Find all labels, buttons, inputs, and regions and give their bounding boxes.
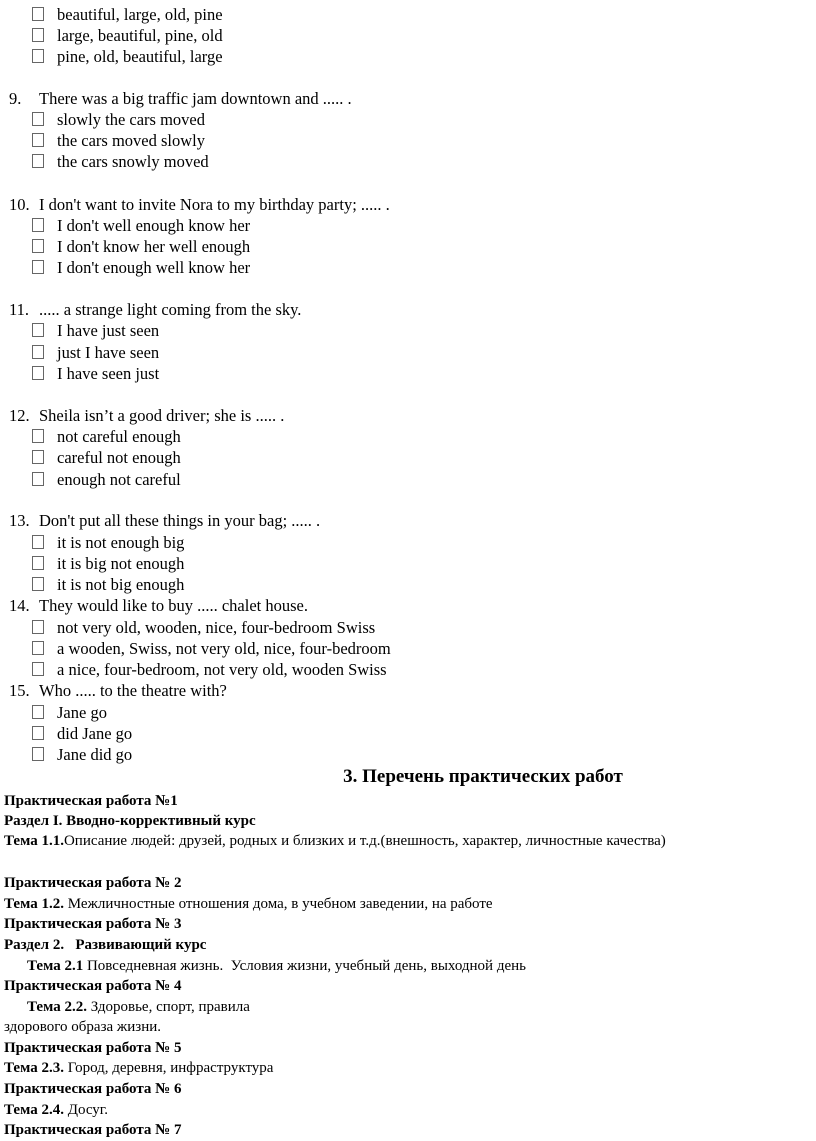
option-item[interactable] — [32, 723, 132, 744]
list-line: Практическая работа № 4 — [4, 978, 182, 994]
checkbox-icon[interactable] — [32, 239, 44, 253]
list-line: Практическая работа № 2 — [4, 875, 182, 891]
question-text: They would like to buy ..... chalet house. — [39, 596, 308, 615]
option-text: pine, old, beautiful, large — [57, 47, 223, 66]
list-line: Раздел I. Вводно-коррективный курс — [4, 813, 256, 829]
checkbox-icon[interactable] — [32, 154, 44, 168]
option-text: it is not big enough — [57, 575, 185, 594]
question-number: 14. — [9, 596, 30, 615]
option-item[interactable] — [32, 320, 159, 341]
checkbox-icon[interactable] — [32, 133, 44, 147]
checkbox-icon[interactable] — [32, 556, 44, 570]
option-text: Jane did go — [57, 745, 133, 764]
option-item[interactable] — [32, 236, 250, 257]
checkbox-icon[interactable] — [32, 366, 44, 380]
option-text: I don't enough well know her — [57, 258, 251, 277]
list-line: Тема 2.1 Повседневная жизнь. Условия жизни, учебный день, выходной день — [27, 958, 526, 974]
checkbox-icon[interactable] — [32, 747, 44, 761]
question-line — [9, 299, 301, 321]
option-text: a wooden, Swiss, not very old, nice, four-bedroom — [57, 639, 391, 658]
option-text: large, beautiful, pine, old — [57, 26, 223, 45]
option-text: enough not careful — [57, 470, 181, 489]
option-text: did Jane go — [57, 724, 133, 743]
option-text: not very old, wooden, nice, four-bedroom Swiss — [57, 618, 376, 637]
question-number: 9. — [9, 89, 22, 108]
option-text: it is not enough big — [57, 533, 185, 552]
option-item[interactable] — [32, 130, 205, 151]
section-heading: 3. Перечень практических работ — [343, 766, 623, 787]
question-line — [9, 595, 308, 617]
list-line: Тема 2.4. Досуг. — [4, 1102, 108, 1118]
option-item[interactable] — [32, 447, 181, 468]
question-text: ..... a strange light coming from the sky. — [39, 300, 302, 319]
option-item[interactable] — [32, 469, 181, 490]
checkbox-icon[interactable] — [32, 112, 44, 126]
option-item[interactable] — [32, 151, 209, 172]
option-item[interactable] — [32, 426, 181, 447]
option-item[interactable] — [32, 109, 205, 130]
list-line: Практическая работа № 5 — [4, 1040, 182, 1056]
question-line — [9, 510, 320, 532]
option-text: careful not enough — [57, 448, 181, 467]
checkbox-icon[interactable] — [32, 641, 44, 655]
option-text: a nice, four-bedroom, not very old, wooden Swiss — [57, 660, 387, 679]
option-text: slowly the cars moved — [57, 110, 206, 129]
list-line: Раздел 2. Развивающий курс — [4, 937, 207, 953]
option-item[interactable] — [32, 659, 387, 680]
list-line: здорового образа жизни. — [4, 1019, 162, 1035]
option-text: I don't know her well enough — [57, 237, 251, 256]
option-text: I have just seen — [57, 321, 160, 340]
question-number: 12. — [9, 406, 30, 425]
list-line: Практическая работа № 3 — [4, 916, 182, 932]
option-item[interactable] — [32, 46, 223, 67]
list-line: Практическая работа № 6 — [4, 1081, 182, 1097]
option-item[interactable] — [32, 532, 184, 553]
checkbox-icon[interactable] — [32, 429, 44, 443]
question-line — [9, 405, 284, 427]
option-item[interactable] — [32, 363, 159, 384]
option-item[interactable] — [32, 342, 159, 363]
option-item[interactable] — [32, 25, 223, 46]
option-item[interactable] — [32, 257, 250, 278]
question-line — [9, 88, 352, 110]
option-text: the cars snowly moved — [57, 152, 209, 171]
list-line: Практическая работа №1 — [4, 793, 178, 809]
checkbox-icon[interactable] — [32, 577, 44, 591]
checkbox-icon[interactable] — [32, 620, 44, 634]
checkbox-icon[interactable] — [32, 28, 44, 42]
list-line: Практическая работа № 7 — [4, 1122, 182, 1138]
list-line: Тема 1.1.Описание людей: друзей, родных и близких и т.д.(внешность, характер, личностные качества) — [4, 833, 666, 849]
option-item[interactable] — [32, 553, 184, 574]
question-text: Don't put all these things in your bag; ..... . — [39, 511, 321, 530]
checkbox-icon[interactable] — [32, 472, 44, 486]
question-line — [9, 680, 227, 702]
option-item[interactable] — [32, 744, 132, 765]
checkbox-icon[interactable] — [32, 260, 44, 274]
option-text: I have seen just — [57, 364, 160, 383]
checkbox-icon[interactable] — [32, 450, 44, 464]
option-text: it is big not enough — [57, 554, 185, 573]
option-text: not careful enough — [57, 427, 181, 446]
question-text: Who ..... to the theatre with? — [39, 681, 227, 700]
option-item[interactable] — [32, 617, 375, 638]
list-line: Тема 2.3. Город, деревня, инфраструктура — [4, 1060, 274, 1076]
checkbox-icon[interactable] — [32, 662, 44, 676]
question-text: I don't want to invite Nora to my birthday party; ..... . — [39, 195, 390, 214]
option-text: just I have seen — [57, 343, 160, 362]
option-item[interactable] — [32, 702, 107, 723]
option-item[interactable] — [32, 574, 184, 595]
question-line — [9, 194, 390, 216]
option-text: Jane go — [57, 703, 107, 722]
question-number: 10. — [9, 195, 30, 214]
option-item[interactable] — [32, 4, 223, 25]
list-line: Тема 1.2. Межличностные отношения дома, в учебном заведении, на работе — [4, 896, 493, 912]
checkbox-icon[interactable] — [32, 323, 44, 337]
checkbox-icon[interactable] — [32, 705, 44, 719]
checkbox-icon[interactable] — [32, 49, 44, 63]
checkbox-icon[interactable] — [32, 535, 44, 549]
checkbox-icon[interactable] — [32, 218, 44, 232]
checkbox-icon[interactable] — [32, 7, 44, 21]
question-text: There was a big traffic jam downtown and ..... . — [39, 89, 352, 108]
question-number: 13. — [9, 511, 30, 530]
option-text: I don't well enough know her — [57, 216, 251, 235]
option-item[interactable] — [32, 215, 250, 236]
checkbox-icon[interactable] — [32, 726, 44, 740]
question-number: 15. — [9, 681, 30, 700]
question-number: 11. — [9, 300, 30, 319]
question-text: Sheila isn’t a good driver; she is ..... . — [39, 406, 285, 425]
option-text: beautiful, large, old, pine — [57, 5, 223, 24]
option-item[interactable] — [32, 638, 391, 659]
option-text: the cars moved slowly — [57, 131, 206, 150]
list-line: Тема 2.2. Здоровье, спорт, правила — [27, 999, 250, 1015]
checkbox-icon[interactable] — [32, 345, 44, 359]
